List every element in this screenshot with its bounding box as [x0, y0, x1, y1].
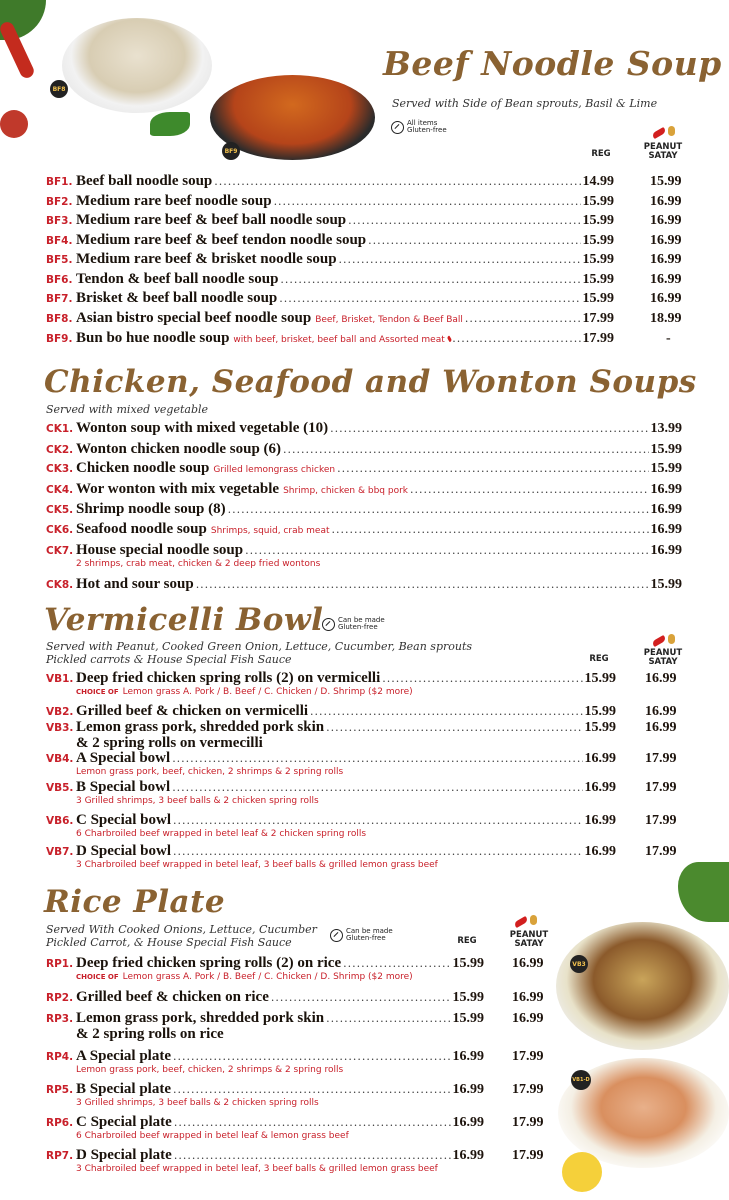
leader-dots [173, 845, 582, 858]
item-price-reg: 15.99 [584, 671, 616, 686]
item-name: C Special plate [76, 1114, 172, 1130]
item-code: RP7. [46, 1150, 74, 1162]
item-description-text: Lemon grass A. Pork / B. Beef / C. Chicken / D. Shrimp ($2 more) [122, 687, 413, 697]
item-price-reg: 15.99 [452, 1011, 484, 1026]
item-price-reg: 15.99 [582, 291, 614, 306]
item-description-text: 3 Grilled shrimps, 3 beef balls & 2 chicken spring rolls [76, 796, 319, 806]
col-header-reg: REG [591, 149, 611, 159]
item-price-reg: 16.99 [584, 813, 616, 828]
item-description [76, 829, 366, 839]
item-price-reg: 15.99 [650, 577, 682, 592]
item-price-reg: 15.99 [452, 990, 484, 1005]
item-price-reg: 15.99 [452, 956, 484, 971]
section-subtitle-vermicelli-2: Pickled carrots & House Special Fish Sauce [46, 653, 292, 666]
item-name: Wor wonton with mix vegetable [76, 481, 280, 497]
section-title-beef: Beef Noodle Soup [383, 44, 722, 83]
item-price-peanut-satay: 16.99 [645, 671, 677, 686]
item-name: House special noodle soup [76, 542, 244, 558]
item-name: Medium rare beef & beef tendon noodle soup [76, 232, 367, 248]
item-code: BF9. [46, 333, 73, 345]
item-description-text: 6 Charbroiled beef wrapped in betel leaf & 2 chicken spring rolls [76, 829, 367, 839]
item-description-prefix: CHOICE OF [76, 973, 119, 981]
chili-icon [651, 127, 666, 139]
item-price-reg: 14.99 [582, 174, 614, 189]
item-name: Grilled beef & chicken on rice [76, 989, 269, 1005]
item-name: Medium rare beef noodle soup [76, 193, 272, 209]
item-name: Seafood noodle soup [76, 521, 207, 537]
item-price-peanut-satay: 16.99 [645, 704, 677, 719]
item-price-peanut-satay: 16.99 [512, 1011, 544, 1026]
item-price-reg: 16.99 [650, 522, 682, 537]
leader-dots [228, 503, 649, 516]
photo-label-vb1-d: VB1-D [571, 1070, 591, 1090]
basil-decoration [150, 112, 190, 136]
item-price-reg: 15.99 [582, 213, 614, 228]
item-name: Lemon grass pork, shredded pork skin [76, 719, 325, 735]
item-name: Beef ball noodle soup [76, 173, 213, 189]
menu-item-rice-3[interactable] [46, 1010, 484, 1027]
spice-icons-beef [648, 121, 675, 140]
item-price-reg: 16.99 [452, 1049, 484, 1064]
item-price-reg: 15.99 [582, 194, 614, 209]
item-code: CK3. [46, 463, 74, 475]
chili-icon [651, 635, 666, 647]
section-subtitle-beef: Served with Side of Bean sprouts, Basil & Lime [392, 97, 658, 110]
item-code: CK8. [46, 579, 74, 591]
item-price-reg: 16.99 [650, 502, 682, 517]
item-price-peanut-satay: 16.99 [645, 720, 677, 735]
item-name: Chicken noodle soup [76, 460, 210, 476]
item-description-text: 6 Charbroiled beef wrapped in betel leaf & lemon grass beef [76, 1131, 349, 1141]
item-price-reg: 16.99 [650, 543, 682, 558]
spice-icons-vermicelli [648, 629, 675, 648]
menu-item-rice-6[interactable] [46, 1114, 484, 1131]
leader-dots [465, 312, 581, 325]
item-name: A Special bowl [76, 750, 171, 766]
menu-item-chicken-1[interactable] [46, 420, 682, 437]
item-code: BF1. [46, 176, 73, 188]
item-code: CK4. [46, 484, 74, 496]
item-note: Shrimps, squid, crab meat [210, 526, 330, 536]
item-code: CK6. [46, 524, 74, 536]
item-price-peanut-satay: 17.99 [645, 780, 677, 795]
menu-item-beef-7[interactable] [46, 290, 614, 307]
item-name-line2: & 2 spring rolls on vermecilli [76, 735, 263, 751]
item-name: Hot and sour soup [76, 576, 194, 592]
menu-item-beef-4[interactable] [46, 232, 614, 249]
gluten-free-icon [322, 618, 335, 631]
item-note: with beef, brisket, beef ball and Assorted meat [233, 335, 445, 345]
leader-dots [326, 721, 582, 734]
menu-item-rice-2[interactable] [46, 989, 484, 1006]
item-price-peanut-satay: 17.99 [512, 1115, 544, 1130]
item-name: Deep fried chicken spring rolls (2) on rice [76, 955, 342, 971]
item-description [76, 559, 320, 569]
item-name: Brisket & beef ball noodle soup [76, 290, 278, 306]
item-price-reg: 15.99 [650, 461, 682, 476]
col-header-peanut-satay-vermicelli: PEANUT SATAY [643, 648, 683, 667]
item-price-peanut-satay: 16.99 [650, 291, 682, 306]
item-code: RP1. [46, 958, 74, 970]
item-code: BF7. [46, 293, 73, 305]
section-title-rice: Rice Plate [44, 884, 226, 920]
leader-dots [452, 332, 580, 345]
item-description [76, 767, 343, 777]
leader-dots [173, 1083, 450, 1096]
menu-item-beef-9[interactable] [46, 330, 614, 347]
item-name: D Special plate [76, 1147, 172, 1163]
menu-item-rice-7[interactable] [46, 1147, 484, 1164]
item-code: BF4. [46, 235, 73, 247]
menu-item-rice-5[interactable] [46, 1081, 484, 1098]
col-header-peanut-satay-rice: PEANUT SATAY [509, 930, 549, 949]
item-description [76, 687, 413, 697]
item-price-peanut-satay: 16.99 [650, 252, 682, 267]
item-price-reg: 16.99 [584, 780, 616, 795]
item-description [76, 1065, 343, 1075]
item-description-prefix: CHOICE OF [76, 688, 119, 696]
menu-item-vermicelli-4[interactable] [46, 750, 616, 767]
leader-dots [245, 544, 648, 557]
peanut-icon [668, 126, 675, 136]
item-name: Asian bistro special beef noodle soup [76, 310, 312, 326]
item-code: RP6. [46, 1117, 74, 1129]
item-price-peanut-satay: 17.99 [512, 1148, 544, 1163]
item-code: CK2. [46, 444, 74, 456]
photo-label-bf9: BF9 [222, 142, 240, 160]
item-price-peanut-satay: 17.99 [512, 1049, 544, 1064]
item-description [76, 972, 413, 982]
item-name: Lemon grass pork, shredded pork skin [76, 1010, 325, 1026]
item-price-peanut-satay: 17.99 [512, 1082, 544, 1097]
item-name: Deep fried chicken spring rolls (2) on vermicelli [76, 670, 381, 686]
menu-item-chicken-3[interactable] [46, 460, 682, 477]
leader-dots [173, 1050, 450, 1063]
gluten-free-icon [330, 929, 343, 942]
menu-item-vermicelli-2[interactable] [46, 703, 616, 720]
menu-item-vermicelli-6[interactable] [46, 812, 616, 829]
item-name: D Special bowl [76, 843, 172, 859]
pho-bowl-photo [62, 18, 212, 113]
item-code: RP5. [46, 1084, 74, 1096]
leader-dots [410, 483, 649, 496]
item-price-reg: 16.99 [650, 482, 682, 497]
item-code: BF6. [46, 274, 73, 286]
item-name: Tendon & beef ball noodle soup [76, 271, 279, 287]
leader-dots [343, 957, 450, 970]
leader-dots [274, 195, 581, 208]
menu-item-chicken-6[interactable] [46, 521, 682, 538]
section-subtitle-rice-1: Served With Cooked Onions, Lettuce, Cucumber [46, 923, 317, 936]
item-code: CK7. [46, 545, 74, 557]
gluten-free-icon [391, 121, 404, 134]
item-code: VB7. [46, 846, 74, 858]
menu-item-vermicelli-1[interactable] [46, 670, 616, 687]
menu-item-beef-8[interactable] [46, 310, 614, 327]
item-code: VB6. [46, 815, 74, 827]
menu-item-chicken-4[interactable] [46, 481, 682, 498]
menu-item-beef-1[interactable] [46, 173, 614, 190]
item-price-peanut-satay: 17.99 [645, 813, 677, 828]
menu-item-beef-5[interactable] [46, 251, 614, 268]
photo-label-bf8: BF8 [50, 80, 68, 98]
menu-item-beef-6[interactable] [46, 271, 614, 288]
item-description-text: 3 Charbroiled beef wrapped in betel leaf, 3 beef balls & grilled lemon grass beef [76, 860, 438, 870]
col-header-reg-vermicelli: REG [589, 654, 609, 664]
leader-dots [172, 781, 582, 794]
leader-dots [310, 705, 582, 718]
leader-dots [332, 523, 649, 536]
item-note: Shrimp, chicken & bbq pork [283, 486, 408, 496]
leader-dots [382, 672, 582, 685]
item-price-peanut-satay: 16.99 [650, 194, 682, 209]
peanut-icon [668, 634, 675, 644]
item-price-reg: 15.99 [582, 272, 614, 287]
item-name: Wonton chicken noodle soup (6) [76, 441, 282, 457]
item-price-reg: 16.99 [584, 751, 616, 766]
rice-plate-photo [556, 922, 729, 1050]
item-price-reg: 16.99 [452, 1082, 484, 1097]
item-code: VB5. [46, 782, 74, 794]
item-price-reg: 16.99 [452, 1115, 484, 1130]
lemon-decoration [562, 1152, 602, 1192]
chili-icon [513, 916, 528, 928]
item-price-peanut-satay: 16.99 [650, 233, 682, 248]
item-code: BF8. [46, 313, 73, 325]
item-description [76, 860, 438, 870]
item-note: Beef, Brisket, Tendon & Beef Ball [315, 315, 463, 325]
item-description [76, 796, 319, 806]
item-price-peanut-satay: 16.99 [650, 272, 682, 287]
item-name-line2: & 2 spring rolls on rice [76, 1026, 224, 1042]
item-description [76, 1098, 319, 1108]
item-price-peanut-satay: 17.99 [645, 751, 677, 766]
item-description-text: 3 Grilled shrimps, 3 beef balls & 2 chicken spring rolls [76, 1098, 319, 1108]
leader-dots [172, 752, 582, 765]
item-name: Grilled beef & chicken on vermicelli [76, 703, 309, 719]
gluten-free-note-beef: All items Gluten-free [391, 120, 447, 134]
col-header-reg-rice: REG [457, 936, 477, 946]
item-name: C Special bowl [76, 812, 172, 828]
item-description [76, 1164, 438, 1174]
item-price-peanut-satay: 16.99 [512, 990, 544, 1005]
menu-item-chicken-2[interactable] [46, 441, 682, 458]
item-description-text: Lemon grass A. Pork / B. Beef / C. Chicken / D. Shrimp ($2 more) [122, 972, 413, 982]
leader-dots [214, 175, 580, 188]
menu-item-beef-2[interactable] [46, 193, 614, 210]
item-price-peanut-satay: - [666, 331, 671, 346]
menu-item-rice-4[interactable] [46, 1048, 484, 1065]
section-subtitle-rice-2: Pickled Carrot, & House Special Fish Sauce [46, 936, 292, 949]
item-code: RP3. [46, 1013, 74, 1025]
item-price-peanut-satay: 17.99 [645, 844, 677, 859]
leader-dots [337, 462, 648, 475]
leader-dots [174, 1116, 451, 1129]
leader-dots [174, 1149, 451, 1162]
item-name: Medium rare beef & beef ball noodle soup [76, 212, 347, 228]
section-title-chicken: Chicken, Seafood and Wonton Soups [44, 364, 697, 400]
gluten-free-note-rice: Can be made Gluten-free [330, 928, 393, 942]
spice-icons-rice [510, 910, 537, 929]
item-price-reg: 17.99 [582, 331, 614, 346]
leader-dots [279, 292, 580, 305]
section-title-vermicelli: Vermicelli Bowl [44, 602, 324, 638]
menu-item-vermicelli-5[interactable] [46, 779, 616, 796]
photo-label-vb3: VB3 [570, 955, 588, 973]
item-code: VB3. [46, 722, 74, 734]
item-description-text: 2 shrimps, crab meat, chicken & 2 deep fried wontons [76, 559, 321, 569]
item-price-peanut-satay: 18.99 [650, 311, 682, 326]
item-code: CK1. [46, 423, 74, 435]
col-header-peanut-satay: PEANUT SATAY [643, 142, 683, 161]
menu-item-chicken-5[interactable] [46, 501, 682, 518]
peanut-icon [530, 915, 537, 925]
leader-dots [368, 234, 580, 247]
item-price-reg: 17.99 [582, 311, 614, 326]
section-subtitle-chicken: Served with mixed vegetable [46, 403, 209, 416]
leader-dots [330, 422, 648, 435]
menu-item-chicken-7[interactable] [46, 542, 682, 559]
menu-item-rice-1[interactable] [46, 955, 484, 972]
leader-dots [271, 991, 451, 1004]
menu-item-beef-3[interactable] [46, 212, 614, 229]
item-price-reg: 13.99 [650, 421, 682, 436]
herbs-decoration-top [0, 0, 60, 150]
herbs-decoration-right [678, 862, 729, 922]
gluten-free-note-vermicelli: Can be made Gluten-free [322, 617, 385, 631]
menu-item-vermicelli-7[interactable] [46, 843, 616, 860]
item-code: VB4. [46, 753, 74, 765]
item-description-text: 3 Charbroiled beef wrapped in betel leaf, 3 beef balls & grilled lemon grass beef [76, 1164, 438, 1174]
item-name: Shrimp noodle soup (8) [76, 501, 226, 517]
item-price-reg: 16.99 [584, 844, 616, 859]
item-code: VB1. [46, 673, 74, 685]
leader-dots [283, 443, 648, 456]
item-price-reg: 15.99 [582, 252, 614, 267]
item-code: RP4. [46, 1051, 74, 1063]
item-code: RP2. [46, 992, 74, 1004]
item-code: VB2. [46, 706, 74, 718]
menu-item-vermicelli-3[interactable] [46, 719, 616, 736]
section-subtitle-vermicelli-1: Served with Peanut, Cooked Green Onion, Lettuce, Cucumber, Bean sprouts [46, 640, 473, 653]
item-name: Wonton soup with mixed vegetable (10) [76, 420, 329, 436]
menu-item-chicken-8[interactable] [46, 576, 682, 593]
item-name: B Special bowl [76, 779, 171, 795]
leader-dots [348, 214, 580, 227]
leader-dots [280, 273, 580, 286]
item-price-peanut-satay: 16.99 [650, 213, 682, 228]
item-price-reg: 15.99 [582, 233, 614, 248]
item-code: BF2. [46, 196, 73, 208]
item-name: A Special plate [76, 1048, 172, 1064]
item-description-text: Lemon grass pork, beef, chicken, 2 shrimps & 2 spring rolls [76, 1065, 344, 1075]
item-code: CK5. [46, 504, 74, 516]
leader-dots [326, 1012, 450, 1025]
item-description-text: Lemon grass pork, beef, chicken, 2 shrimps & 2 spring rolls [76, 767, 344, 777]
chili-icon [446, 336, 451, 342]
leader-dots [196, 578, 649, 591]
leader-dots [173, 814, 582, 827]
item-note: Grilled lemongrass chicken [213, 465, 336, 475]
item-price-reg: 15.99 [650, 442, 682, 457]
item-price-peanut-satay: 15.99 [650, 174, 682, 189]
item-price-peanut-satay: 16.99 [512, 956, 544, 971]
item-name: B Special plate [76, 1081, 172, 1097]
item-name: Medium rare beef & brisket noodle soup [76, 251, 337, 267]
item-code: BF3. [46, 215, 73, 227]
leader-dots [339, 253, 581, 266]
item-price-reg: 15.99 [584, 704, 616, 719]
item-price-reg: 16.99 [452, 1148, 484, 1163]
item-code: BF5. [46, 254, 73, 266]
item-name: Bun bo hue noodle soup [76, 330, 230, 346]
item-description [76, 1131, 349, 1141]
item-price-reg: 15.99 [584, 720, 616, 735]
